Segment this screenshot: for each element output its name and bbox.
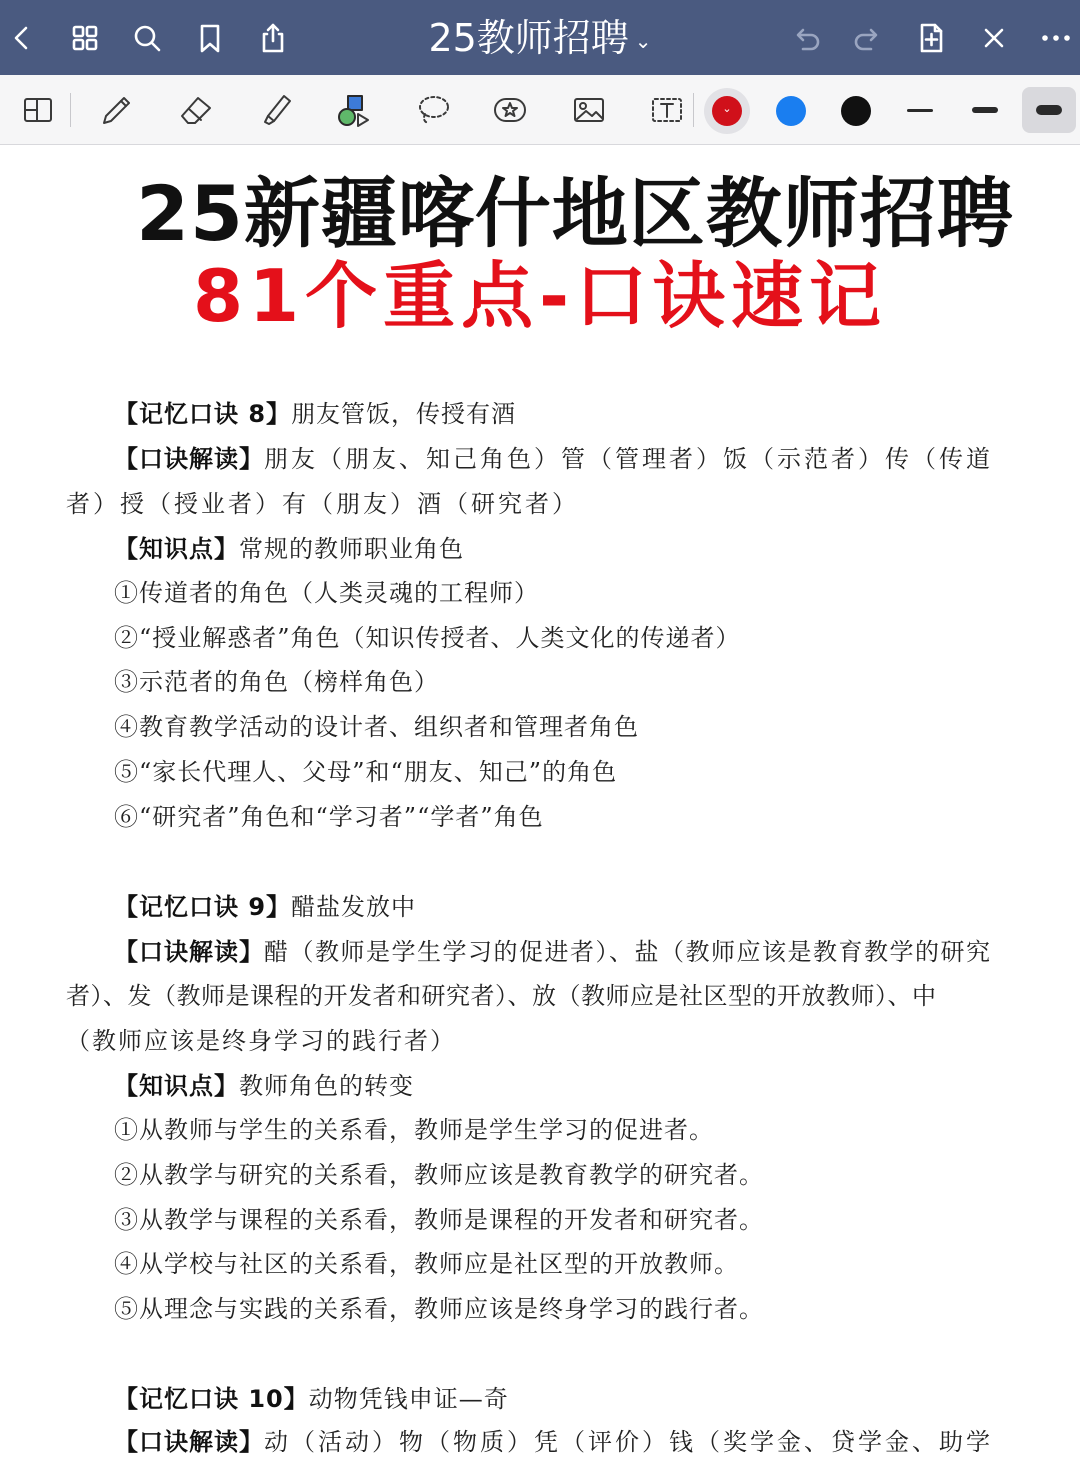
page-subtitle: 81个重点-口诀速记 (192, 254, 888, 338)
list-item: ⑤“家长代理人、父母”和“朋友、知己”的角色 (114, 758, 618, 786)
image-tool-icon[interactable] (566, 87, 612, 133)
toolbar-divider (693, 93, 694, 127)
list-item: ⑤从理念与实践的关系看，教师应该是终身学习的践行者。 (114, 1295, 764, 1323)
list-item: ④从学校与社区的关系看，教师应是社区型的开放教师。 (114, 1250, 739, 1278)
share-icon[interactable] (253, 18, 293, 58)
page-title: 25新疆喀什地区教师招聘 (136, 169, 1014, 258)
list-item: ④教育教学活动的设计者、组织者和管理者角色 (114, 713, 639, 741)
mnemonic-line (114, 891, 416, 923)
color-swatch-red[interactable] (712, 96, 742, 126)
redo-icon[interactable] (848, 18, 888, 58)
bookmark-icon[interactable] (190, 18, 230, 58)
interpretation-text: 动（活动）物（物质）凭（评价）钱（奖学金、贷学金、助学 (264, 1428, 993, 1456)
stroke-width-thin[interactable] (893, 87, 947, 133)
list-item: ⑥“研究者”角色和“学习者”“学者”角色 (114, 803, 544, 831)
more-options-icon[interactable] (1036, 18, 1076, 58)
title-dropdown-caret: ⌄ (634, 28, 652, 53)
toolbar-divider (70, 93, 71, 127)
sticker-tool-icon[interactable] (487, 87, 533, 133)
mnemonic-text: 醋盐发放中 (291, 893, 417, 921)
highlighter-tool-icon[interactable] (253, 87, 299, 133)
undo-icon[interactable] (786, 18, 826, 58)
mnemonic-tag: 【记忆口诀 10】 (114, 1385, 309, 1413)
knowledge-point-text: 常规的教师职业角色 (239, 535, 464, 563)
document-title-text: 25教师招聘 (428, 16, 629, 60)
shapes-tool-icon[interactable] (331, 87, 377, 133)
knowledge-point-line (114, 1070, 414, 1102)
list-item: ②“授业解惑者”角色（知识传授者、人类文化的传递者） (114, 624, 741, 652)
mnemonic-tag: 【记忆口诀 8】 (114, 400, 292, 428)
interpretation-text: 醋（教师是学生学习的促进者）、盐（教师应该是教育教学的研究 (264, 938, 992, 966)
interpretation-line (114, 1426, 993, 1458)
color-swatch-blue[interactable] (776, 96, 806, 126)
add-page-icon[interactable] (911, 18, 951, 58)
document-page[interactable] (0, 146, 1080, 1456)
interpretation-text-cont: 者）、发（教师是课程的开发者和研究者）、放（教师应是社区型的开放教师）、中 (66, 982, 937, 1010)
knowledge-point-tag: 【知识点】 (114, 1072, 239, 1100)
pen-tool-icon[interactable] (93, 87, 139, 133)
toolbar-layout-icon[interactable] (14, 87, 60, 133)
interpretation-text-cont: （教师应该是终身学习的践行者） (66, 1027, 456, 1055)
mnemonic-line (114, 1383, 509, 1415)
stroke-width-medium[interactable] (958, 87, 1012, 133)
eraser-tool-icon[interactable] (173, 87, 219, 133)
chevron-down-icon: ⌄ (722, 102, 732, 115)
interpretation-tag: 【口诀解读】 (114, 938, 264, 966)
interpretation-tag: 【口诀解读】 (114, 445, 264, 473)
stroke-width-thick[interactable] (1022, 87, 1076, 133)
knowledge-point-tag: 【知识点】 (114, 535, 239, 563)
close-icon[interactable] (974, 18, 1014, 58)
mnemonic-line (114, 398, 516, 430)
list-item: ①传道者的角色（人类灵魂的工程师） (114, 579, 539, 607)
back-icon[interactable] (2, 18, 42, 58)
annotation-toolbar (0, 75, 1080, 145)
search-icon[interactable] (127, 18, 167, 58)
medium-line-icon (972, 107, 998, 113)
interpretation-line (114, 443, 993, 475)
knowledge-point-text: 教师角色的转变 (239, 1072, 414, 1100)
list-item: ③从教学与课程的关系看，教师是课程的开发者和研究者。 (114, 1206, 764, 1234)
top-nav-bar (0, 0, 1080, 75)
lasso-tool-icon[interactable] (410, 87, 456, 133)
thin-line-icon (907, 109, 933, 112)
document-title-dropdown[interactable] (370, 12, 610, 64)
mnemonic-text: 动物凭钱申证—奇 (308, 1385, 509, 1413)
grid-view-icon[interactable] (65, 18, 105, 58)
thick-line-icon (1036, 105, 1062, 115)
interpretation-tag: 【口诀解读】 (114, 1428, 264, 1456)
interpretation-text: 朋友（朋友、知己角色）管（管理者）饭（示范者）传（传道 (264, 445, 993, 473)
text-tool-icon[interactable] (644, 87, 690, 133)
interpretation-text-cont: 者）授（授业者）有（朋友）酒（研究者） (66, 490, 579, 518)
interpretation-line (114, 936, 992, 968)
color-swatch-black[interactable] (841, 96, 871, 126)
list-item: ②从教学与研究的关系看，教师应该是教育教学的研究者。 (114, 1161, 764, 1189)
knowledge-point-line (114, 533, 464, 565)
mnemonic-text: 朋友管饭，传授有酒 (291, 400, 517, 428)
list-item: ③示范者的角色（榜样角色） (114, 668, 439, 696)
list-item: ①从教师与学生的关系看，教师是学生学习的促进者。 (114, 1116, 714, 1144)
mnemonic-tag: 【记忆口诀 9】 (114, 893, 292, 921)
